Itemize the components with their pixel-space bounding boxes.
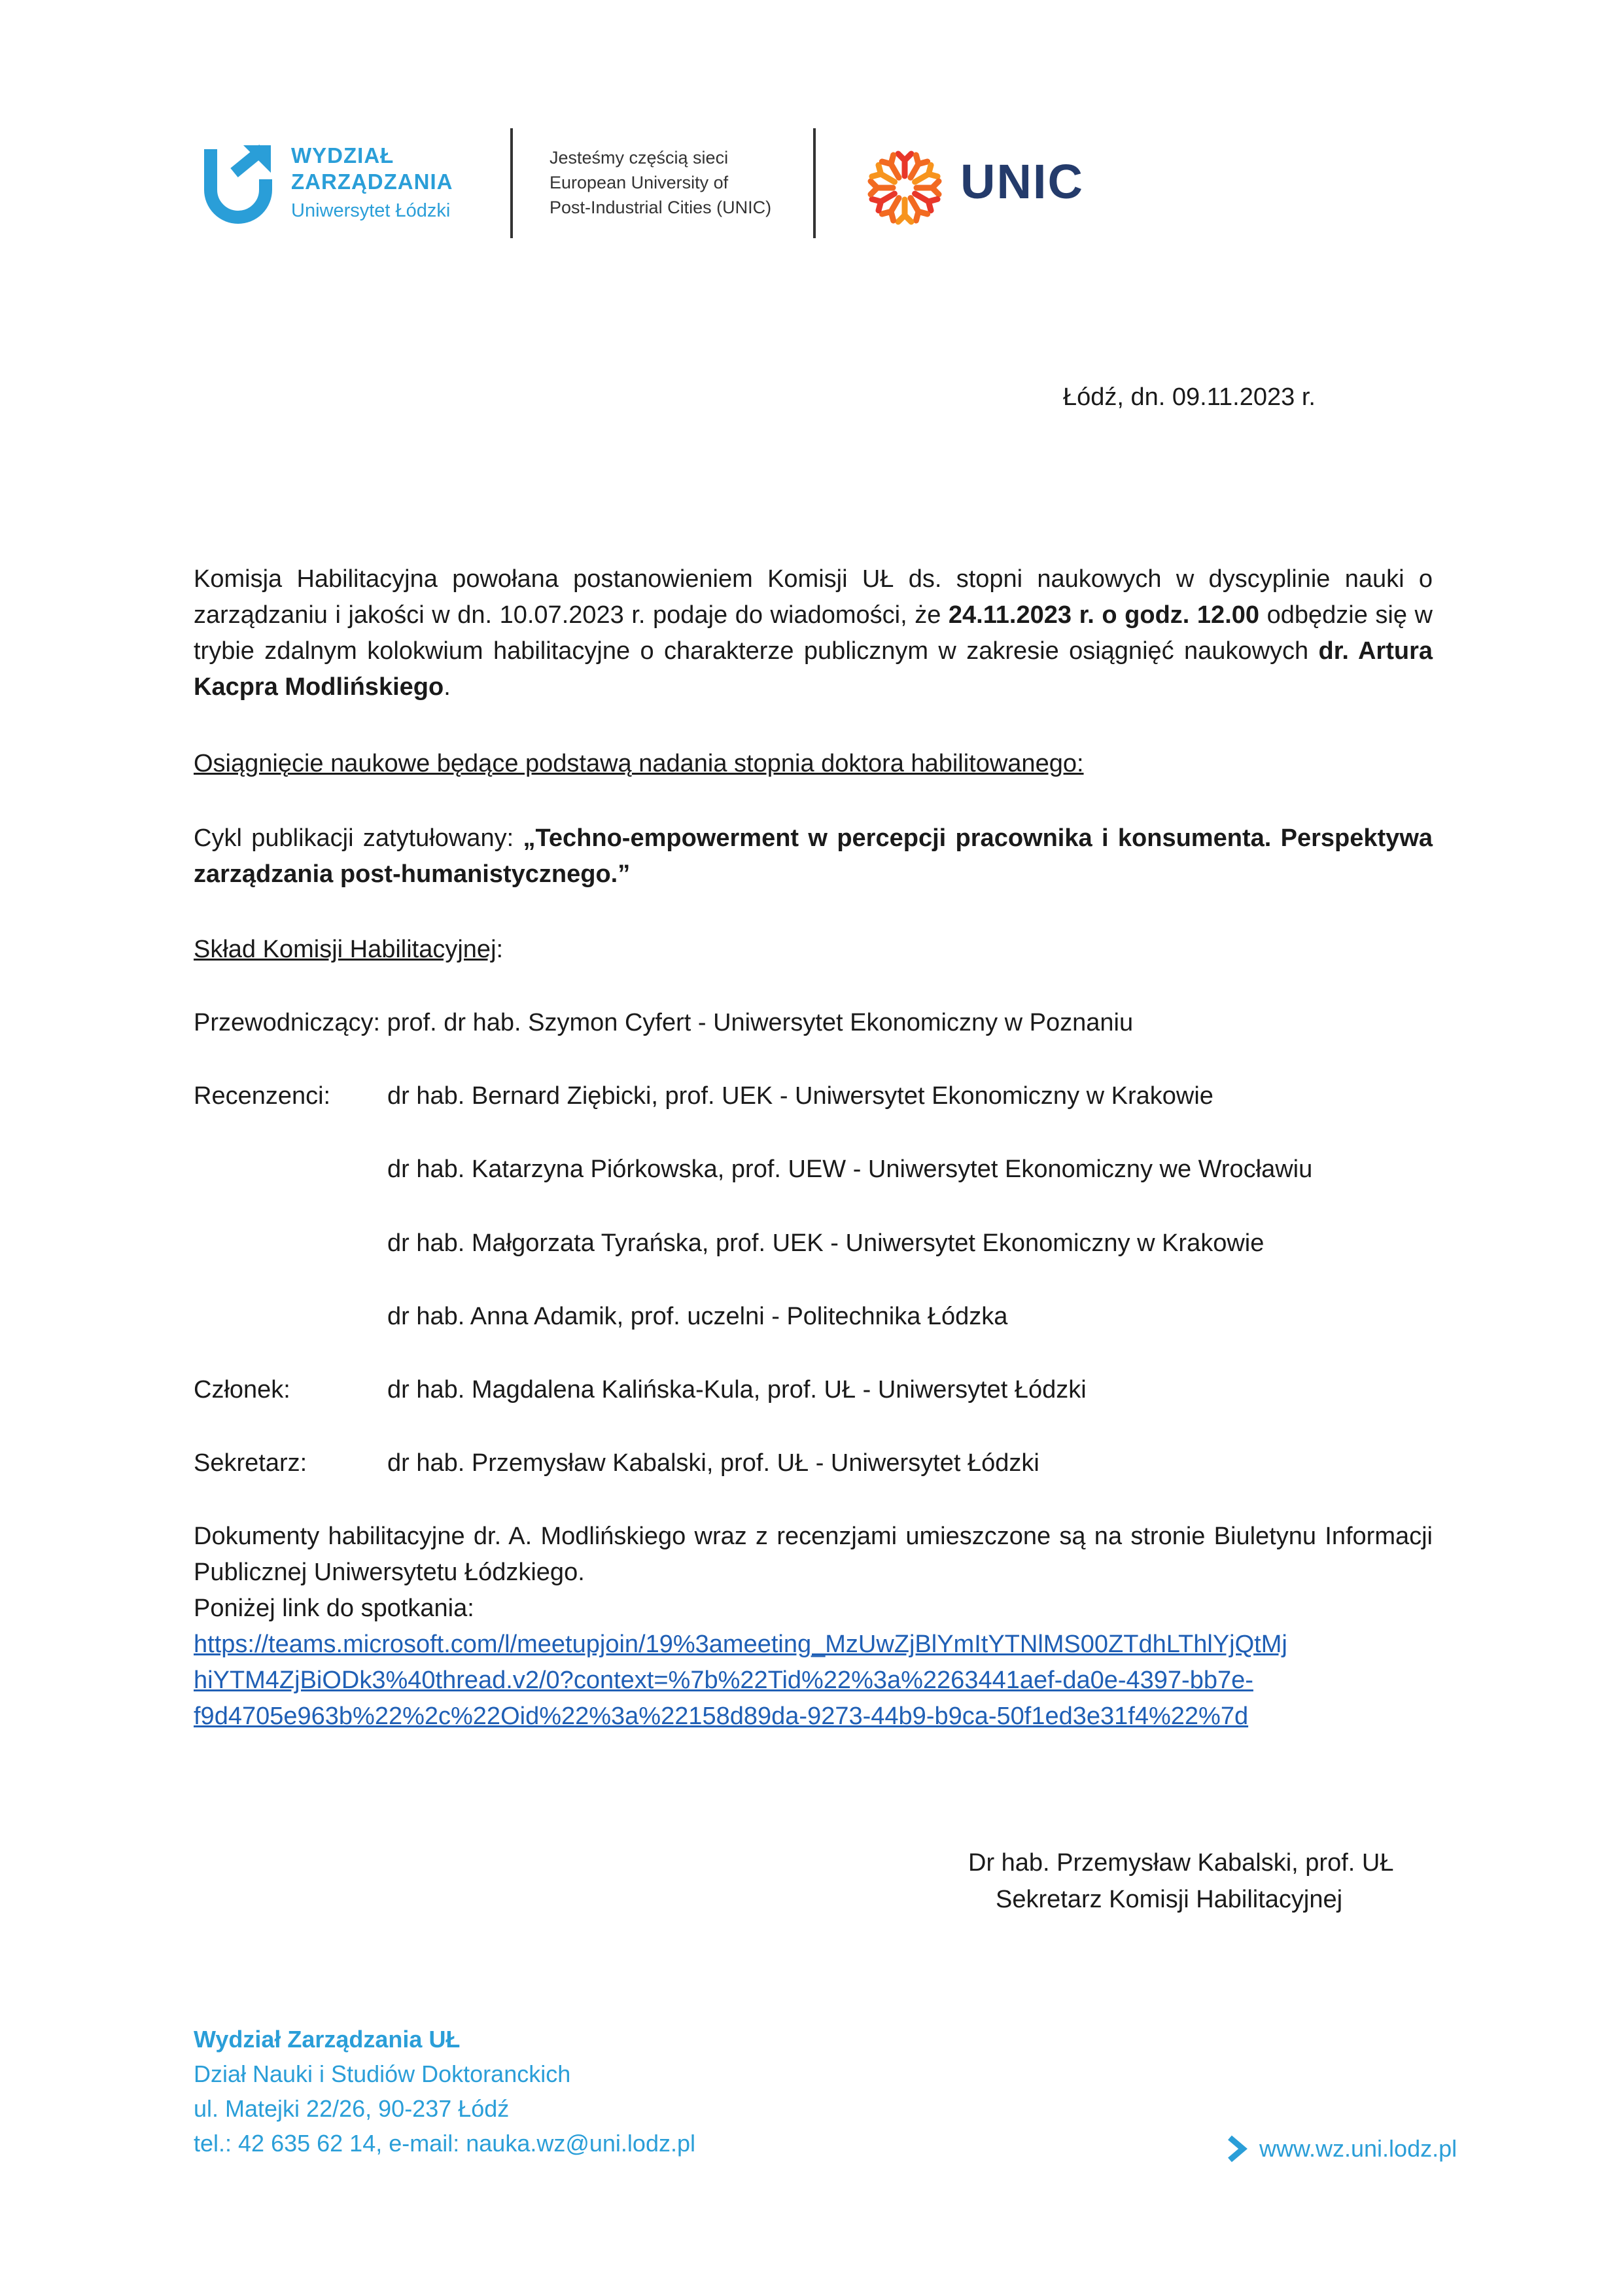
faculty-logo-line2: ZARZĄDZANIA <box>291 169 453 194</box>
publication-cycle-prefix: Cykl publikacji zatytułowany: <box>194 824 523 852</box>
document-date: Łódź, dn. 09.11.2023 r. <box>1063 383 1316 411</box>
committee-heading-text: Skład Komisji Habilitacyjnej <box>194 936 497 963</box>
meeting-link-intro: Poniżej link do spotkania: <box>194 1595 474 1622</box>
faculty-logo-mark-icon <box>203 144 275 229</box>
header-divider <box>813 128 816 238</box>
documents-note: Dokumenty habilitacyjne dr. A. Modlińskiego wraz z recenzjami umieszczone są na stronie Biuletynu Informacji Publicznej Uniwersytetu Łódzkiego. <box>194 1523 1433 1586</box>
colloquium-datetime: 24.11.2023 r. o godz. 12.00 <box>948 601 1260 629</box>
faculty-logo <box>203 141 478 233</box>
meeting-link[interactable] <box>194 1627 1287 1735</box>
reviewers-label: Recenzenci: <box>194 1082 331 1110</box>
meeting-link-line[interactable]: f9d4705e963b%22%2c%22Oid%22%3a%22158d89da-9273-44b9-b9ca-50f1ed3e31f4%22%7d <box>194 1703 1249 1730</box>
footer-contact: tel.: 42 635 62 14, e-mail: nauka.wz@uni.lodz.pl <box>194 2130 695 2157</box>
unic-text-line2: European University of <box>550 173 729 192</box>
footer-department: Dział Nauki i Studiów Doktoranckich <box>194 2060 571 2087</box>
unic-text-line1: Jesteśmy częścią sieci <box>550 148 729 168</box>
secretary-label: Sekretarz: <box>194 1449 307 1477</box>
committee-chair: Przewodniczący: prof. dr hab. Szymon Cyfert - Uniwersytet Ekonomiczny w Poznaniu <box>194 1009 1134 1036</box>
footer-address: ul. Matejki 22/26, 90-237 Łódź <box>194 2095 510 2122</box>
footer-faculty-name: Wydział Zarządzania UŁ <box>194 2026 461 2053</box>
unic-sun-logo-icon <box>862 145 947 230</box>
intro-text-3: . <box>444 673 451 701</box>
meeting-link-line[interactable]: hiYTM4ZjBiODk3%40thread.v2/0?context=%7b%22Tid%22%3a%2263441aef-da0e-4397-bb7e- <box>194 1667 1253 1694</box>
arrow-right-icon <box>1225 2135 1251 2163</box>
meeting-link-line[interactable]: https://teams.microsoft.com/l/meetupjoin/19%3ameeting_MzUwZjBlYmItYTNlMS00ZTdhLThlYjQtMj <box>194 1631 1287 1658</box>
member-name: dr hab. Magdalena Kalińska-Kula, prof. UŁ - Uniwersytet Łódzki <box>387 1376 1087 1404</box>
secretary-name: dr hab. Przemysław Kabalski, prof. UŁ - Uniwersytet Łódzki <box>387 1449 1039 1477</box>
faculty-logo-line3: Uniwersytet Łódzki <box>291 200 451 221</box>
publication-cycle-title: „Techno-empowerment w percepcji pracownika i konsumenta. Perspektywa zarządzania post-humanistycznego.” <box>194 824 1433 888</box>
committee-heading-colon: : <box>496 936 504 963</box>
footer-address-block <box>194 2022 695 2161</box>
unic-text-line3: Post-Industrial Cities (UNIC) <box>550 198 772 217</box>
unic-membership-text <box>550 145 771 220</box>
reviewer-item: dr hab. Katarzyna Piórkowska, prof. UEW - Uniwersytet Ekonomiczny we Wrocławiu <box>387 1156 1313 1183</box>
header-divider <box>510 128 513 238</box>
signatory-role: Sekretarz Komisji Habilitacyjnej <box>996 1886 1343 1913</box>
intro-paragraph <box>194 561 1433 705</box>
intro-text-2: odbędzie się w trybie zdalnym kolokwium habilitacyjne o charakterze publicznym w zakresie osiągnięć naukowych <box>194 601 1433 665</box>
reviewer-item: dr hab. Anna Adamik, prof. uczelni - Politechnika Łódzka <box>387 1303 1008 1330</box>
signatory-name: Dr hab. Przemysław Kabalski, prof. UŁ <box>968 1849 1394 1877</box>
intro-text-1: Komisja Habilitacyjna powołana postanowieniem Komisji UŁ ds. stopni naukowych w dyscyplinie nauki o zarządzaniu i jakości w dn. 10.07.2023 r. podaje do wiadomości, że <box>194 565 1433 629</box>
reviewer-item: dr hab. Małgorzata Tyrańska, prof. UEK - Uniwersytet Ekonomiczny w Krakowie <box>387 1229 1265 1257</box>
reviewer-item: dr hab. Bernard Ziębicki, prof. UEK - Uniwersytet Ekonomiczny w Krakowie <box>387 1082 1213 1110</box>
footer-website-link[interactable]: www.wz.uni.lodz.pl <box>1259 2135 1457 2162</box>
committee-heading <box>194 932 503 968</box>
publication-cycle <box>194 821 1433 892</box>
faculty-logo-line1: WYDZIAŁ <box>291 143 394 168</box>
achievement-heading: Osiągnięcie naukowe będące podstawą nadania stopnia doktora habilitowanego: <box>194 750 1084 777</box>
candidate-name: dr. Artura Kacpra Modlińskiego <box>194 637 1433 701</box>
member-label: Członek: <box>194 1376 290 1404</box>
unic-wordmark: UNIC <box>960 154 1084 209</box>
